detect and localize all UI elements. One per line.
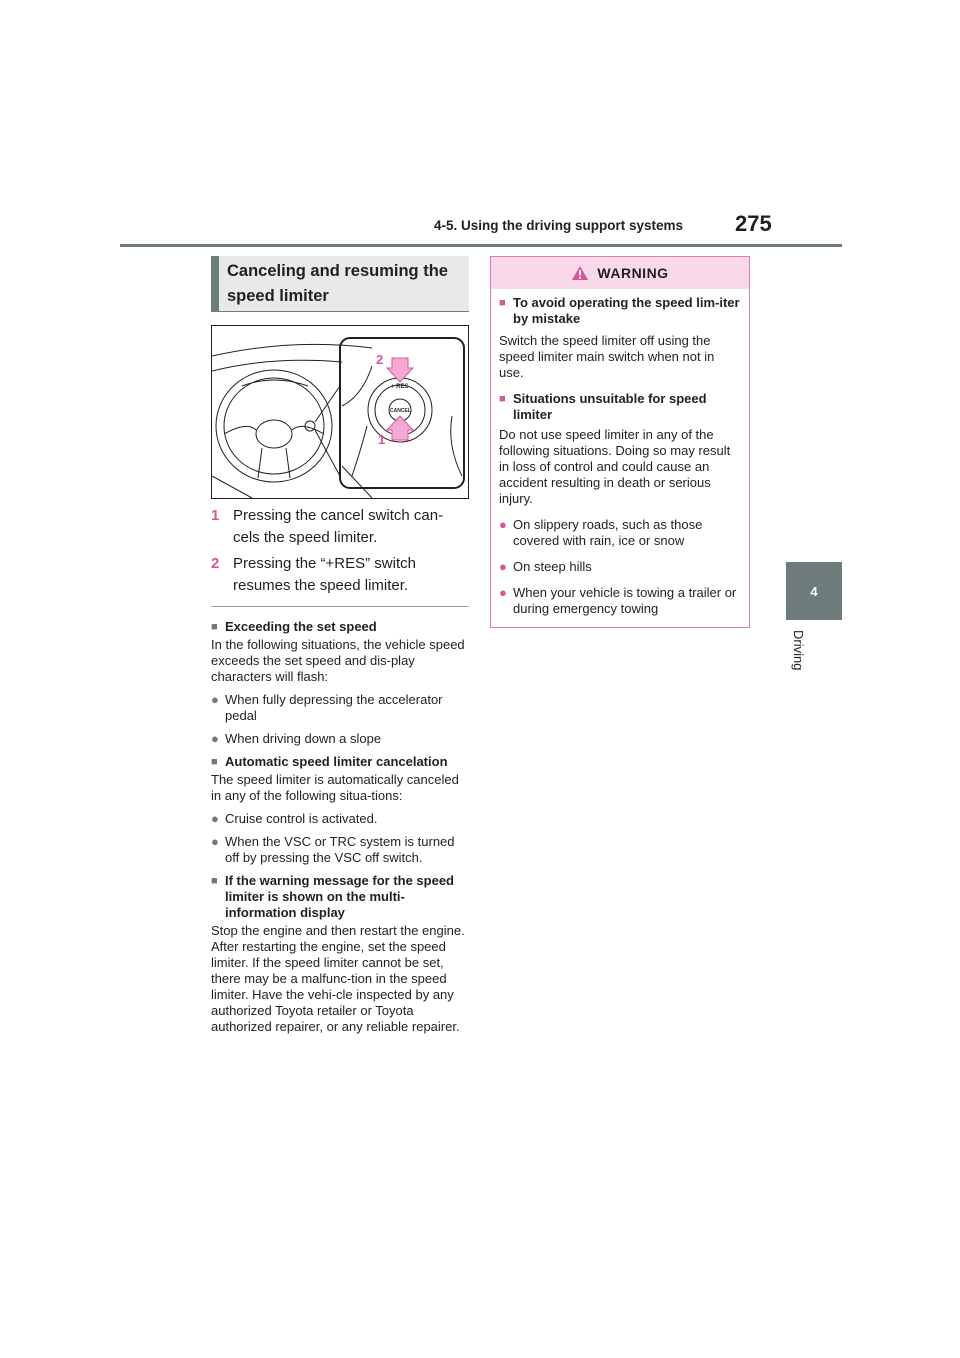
list-item [499, 517, 741, 549]
chapter-label: Driving [791, 630, 806, 671]
warning-heading-text: To avoid operating the speed lim-iter by mistake [513, 295, 740, 326]
section-title: 4-5. Using the driving support systems [434, 218, 684, 233]
warning-heading-text: Situations unsuitable for speed limiter [513, 391, 707, 422]
bullet-icon: ● [499, 559, 507, 574]
page-number: 275 [735, 211, 772, 236]
warning-body [491, 295, 749, 617]
warning-heading [499, 391, 741, 423]
notes-column [211, 612, 469, 1035]
divider [211, 606, 469, 607]
step-number: 2 [211, 555, 220, 572]
list-item-text: When fully depressing the accelerator pedal [225, 692, 443, 723]
list-item-text: On slippery roads, such as those covered with rain, ice or snow [513, 517, 703, 548]
cancel-label: CANCEL [390, 408, 411, 414]
list-item [499, 585, 741, 617]
step-number: 1 [211, 507, 220, 524]
step-text: Pressing the “+RES” switch resumes the speed limiter. [233, 555, 416, 594]
section-heading: Canceling and resuming the speed limiter [211, 256, 469, 312]
list-item-text: When driving down a slope [225, 731, 382, 746]
callout-2: 2 [376, 352, 384, 367]
note-heading [211, 873, 469, 921]
warning-heading [499, 295, 741, 327]
arrow-up-icon [387, 416, 413, 440]
bullet-icon: ● [211, 692, 219, 707]
square-bullet-icon: ■ [211, 756, 218, 768]
warning-box [490, 256, 750, 628]
note-heading [211, 619, 469, 635]
list-item [211, 811, 469, 827]
step-item [211, 505, 469, 549]
warning-paragraph: Switch the speed limiter off using the speed limiter main switch when not in use. [499, 333, 715, 380]
note-heading [211, 754, 469, 770]
header-divider [120, 244, 842, 247]
chapter-number: 4 [810, 583, 818, 599]
bullet-icon: ● [211, 834, 219, 849]
list-item-text: On steep hills [513, 559, 592, 574]
list-item-text: When the VSC or TRC system is turned off by pressing the VSC off switch. [225, 834, 455, 865]
res-label: + RES [391, 384, 409, 390]
warning-triangle-icon [571, 265, 589, 281]
warning-title: WARNING [597, 265, 669, 281]
note-paragraph: Stop the engine and then restart the engine. After restarting the engine, set the speed limiter. If the speed limiter cannot be set, there may be a malfunc-tion in the speed limiter. Have the vehi-cle inspected by any authorized Toyota retailer or Toyota authorized repairer, or any reliable repairer. [211, 923, 465, 1034]
square-bullet-icon: ■ [211, 875, 218, 887]
step-text: Pressing the cancel switch can-cels the speed limiter. [233, 507, 444, 546]
callout-1: 1 [378, 432, 386, 447]
note-heading-text: Automatic speed limiter cancelation [225, 754, 448, 769]
square-bullet-icon: ■ [499, 297, 506, 309]
list-item [211, 692, 469, 724]
warning-header [491, 257, 749, 289]
bullet-icon: ● [211, 811, 219, 826]
steps-list [211, 505, 469, 601]
bullet-icon: ● [211, 731, 219, 746]
square-bullet-icon: ■ [211, 621, 218, 633]
note-paragraph: The speed limiter is automatically canceled in any of the following situa-tions: [211, 772, 459, 803]
step-item [211, 553, 469, 597]
steering-switch-illustration [211, 325, 469, 499]
square-bullet-icon: ■ [499, 393, 506, 405]
note-paragraph: In the following situations, the vehicle speed exceeds the set speed and dis-play characters will flash: [211, 637, 465, 684]
note-heading-text: If the warning message for the speed limiter is shown on the multi-information display [225, 873, 454, 920]
steering-wheel-image [212, 326, 468, 498]
list-item [211, 731, 469, 747]
list-item-text: Cruise control is activated. [225, 811, 378, 826]
chapter-tab [786, 562, 842, 620]
arrow-down-icon [387, 358, 413, 382]
list-item-text: When your vehicle is towing a trailer or during emergency towing [513, 585, 737, 616]
list-item [211, 834, 469, 866]
warning-paragraph: Do not use speed limiter in any of the following situations. Doing so may result in loss of control and could cause an accident resulting in death or serious injury. [499, 427, 731, 506]
bullet-icon: ● [499, 517, 507, 532]
bullet-icon: ● [499, 585, 507, 600]
note-heading-text: Exceeding the set speed [225, 619, 377, 634]
list-item [499, 559, 741, 575]
